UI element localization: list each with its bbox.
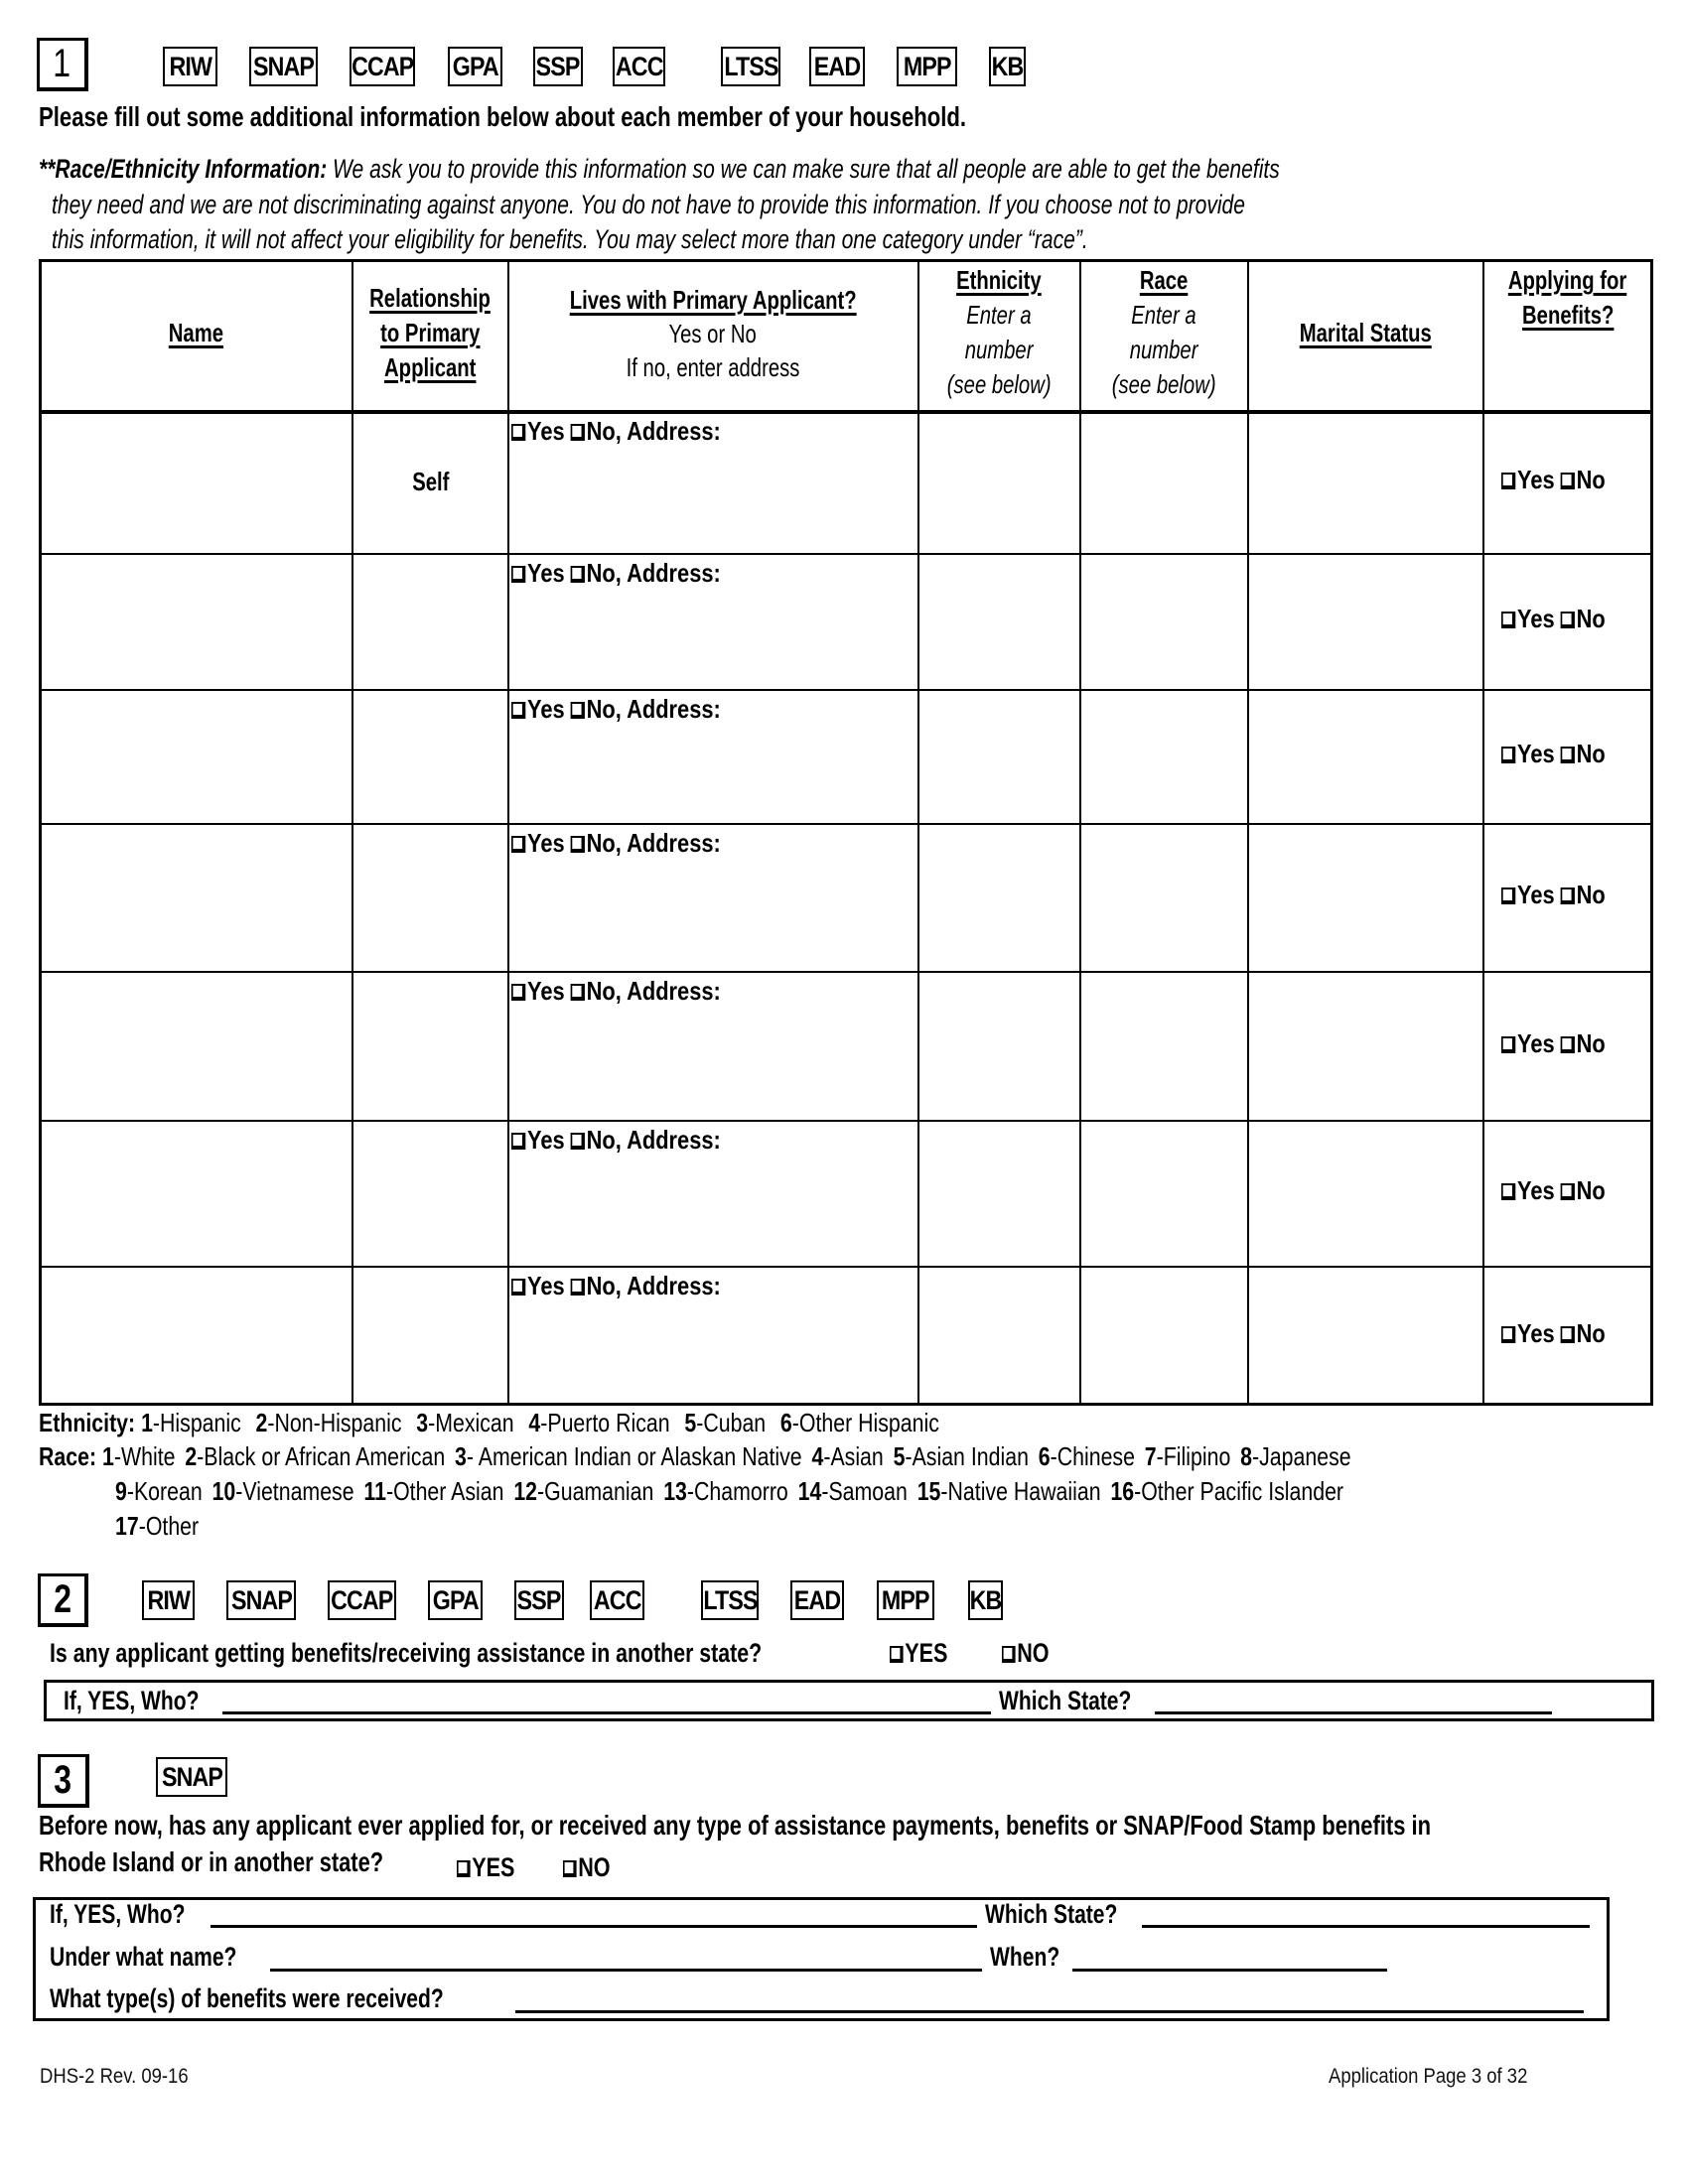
checkbox-icon[interactable] [511,566,525,583]
ethnicity-cell[interactable] [920,692,1078,821]
state-field[interactable] [1142,1925,1590,1928]
checkbox-icon[interactable] [571,702,585,719]
checkbox-icon[interactable] [1501,747,1515,763]
marital-status-cell[interactable] [1250,692,1481,821]
checkbox-icon[interactable] [457,1860,471,1877]
section-number-2: 2 [38,1573,88,1627]
header-marital-status: Marital Status [1299,318,1432,347]
checkbox-icon[interactable] [1501,473,1515,489]
program-tag-ccap: CCAP [350,47,415,86]
checkbox-icon[interactable] [1501,1326,1515,1343]
lives-with-cell[interactable]: Yes No, Address: [511,828,761,859]
name-cell[interactable] [42,692,351,821]
checkbox-icon[interactable] [511,702,525,719]
checkbox-icon[interactable] [1501,887,1515,904]
name-cell[interactable] [42,974,351,1118]
state-field[interactable] [1155,1711,1552,1714]
prior-assistance-question-line-2: Rhode Island or in another state? [39,1846,384,1877]
race-legend-line-1: Race: 1-White 2-Black or African American 3- American Indian or Alaskan Native 4-Asian 5-Asian Indian 6-Chinese 7-Filipino 8-Japanese [39,1441,1351,1471]
ethnicity-cell[interactable] [920,414,1078,551]
checkbox-icon[interactable] [890,1646,904,1663]
ethnicity-cell[interactable] [920,1269,1078,1403]
legend-item: 17-Other [115,1511,200,1541]
section-number-3: 3 [38,1754,89,1808]
program-tag-mpp: MPP [877,1580,934,1620]
checkbox-icon[interactable] [571,424,585,441]
applying-for-benefits-cell[interactable]: Yes No [1501,880,1625,910]
legend-item: 1-White [102,1441,176,1471]
name-cell[interactable] [42,826,351,969]
header-lives-with: Lives with Primary Applicant? Yes or No If no, enter address [569,285,857,382]
program-tag-snap: SNAP [249,47,318,86]
prior-assistance-no-option[interactable]: NO [563,1854,623,1881]
program-tag-riw: RIW [163,47,217,86]
legend-item: 11-Other Asian [363,1476,504,1506]
legend-item: 5-Cuban [684,1408,767,1437]
checkbox-icon[interactable] [571,1133,585,1150]
row-divider [39,553,1653,555]
legend-item: 1-Hispanic [141,1408,241,1437]
applying-for-benefits-cell[interactable]: Yes No [1501,1318,1625,1349]
applying-for-benefits-cell[interactable]: Yes No [1501,739,1625,769]
page-number: Application Page 3 of 32 [1329,2065,1528,2088]
race-cell[interactable] [1082,556,1246,687]
legend-item: 15-Native Hawaiian [916,1476,1101,1506]
ethnicity-cell[interactable] [920,826,1078,969]
when-field[interactable] [1072,1969,1387,1972]
name-cell[interactable] [42,1269,351,1403]
legend-item: 12-Guamanian [513,1476,654,1506]
race-cell[interactable] [1082,974,1246,1118]
applying-for-benefits-cell[interactable]: Yes No [1501,604,1625,634]
legend-item: 5-Asian Indian [893,1441,1029,1471]
form-revision: DHS-2 Rev. 09-16 [40,2065,189,2088]
applying-for-benefits-cell[interactable]: Yes No [1501,1175,1625,1206]
program-tag-ltss: LTSS [701,1580,759,1620]
lives-with-cell[interactable]: Yes No, Address: [511,1271,761,1301]
marital-status-cell[interactable] [1250,556,1481,687]
legend-item: 2-Non-Hispanic [255,1408,402,1437]
who-label: If, YES, Who? [64,1686,200,1715]
race-info-line-2: they need and we are not discriminating against anyone. You do not have to provide this information. If you choose not to provide [52,190,1245,219]
race-cell[interactable] [1082,414,1246,551]
program-tag-snap: SNAP [156,1757,227,1797]
relationship-cell[interactable]: Self [411,467,450,496]
section-number-1: 1 [37,38,88,91]
relationship-cell[interactable] [353,741,507,771]
other-state-yes-option[interactable]: YES [890,1640,962,1667]
checkbox-icon[interactable] [511,1279,525,1296]
program-tag-ltss: LTSS [721,47,780,86]
checkbox-icon[interactable] [1501,1183,1515,1200]
checkbox-icon[interactable] [511,1133,525,1150]
legend-item: 3- American Indian or Alaskan Native [455,1441,802,1471]
checkbox-icon[interactable] [511,836,525,853]
legend-item: 10-Vietnamese [211,1476,354,1506]
checkbox-icon[interactable] [1002,1646,1016,1663]
other-state-no-option[interactable]: NO [1002,1640,1061,1667]
ethnicity-cell[interactable] [920,556,1078,687]
race-info-label: **Race/Ethnicity Information: [39,154,328,184]
column-divider [1247,259,1249,1406]
checkbox-icon[interactable] [1561,887,1575,904]
relationship-cell[interactable] [353,882,507,912]
legend-item: 3-Mexican [416,1408,514,1437]
lives-with-cell[interactable]: Yes No, Address: [511,1125,761,1156]
checkbox-icon[interactable] [1561,612,1575,628]
checkbox-icon[interactable] [1561,473,1575,489]
header-applying-for-benefits: Applying for Benefits? [1508,265,1627,330]
lives-with-cell[interactable]: Yes No, Address: [511,558,761,589]
row-divider [39,1266,1653,1268]
name-cell[interactable] [42,556,351,687]
applying-for-benefits-cell[interactable]: Yes No [1501,1028,1625,1059]
column-divider [507,259,509,1406]
race-info-line-3: this information, it will not affect your eligibility for benefits. You may select more than one category under “race”. [52,224,1088,254]
header-name: Name [168,318,223,347]
program-tag-ead: EAD [790,1580,844,1620]
program-tag-mpp: MPP [897,47,957,86]
marital-status-cell[interactable] [1250,826,1481,969]
legend-item: 13-Chamorro [663,1476,788,1506]
relationship-cell[interactable] [353,1320,507,1351]
checkbox-icon[interactable] [571,1279,585,1296]
relationship-cell[interactable] [353,1177,507,1208]
checkbox-icon[interactable] [1561,1036,1575,1053]
row-divider [39,823,1653,825]
legend-item: 6-Other Hispanic [779,1408,939,1437]
column-divider [352,259,353,1406]
legend-item: 9-Korean [115,1476,203,1506]
row-divider [39,689,1653,691]
who-field[interactable] [222,1711,991,1714]
race-cell[interactable] [1082,1123,1246,1264]
row-divider [39,971,1653,973]
previous-name-field[interactable] [270,1969,982,1972]
ethnicity-legend: Ethnicity: 1-Hispanic 2-Non-Hispanic 3-Mexican 4-Puerto Rican 5-Cuban 6-Other Hispanic [39,1408,939,1437]
relationship-cell[interactable] [353,1030,507,1061]
header-race: Race Enter a number (see below) [1111,265,1216,399]
checkbox-icon[interactable] [1561,1183,1575,1200]
column-divider [917,259,919,1406]
benefit-types-label: What type(s) of benefits were received? [50,1983,444,2013]
race-cell[interactable] [1082,692,1246,821]
checkbox-icon[interactable] [1501,612,1515,628]
program-tag-ssp: SSP [533,47,583,86]
legend-item: 8-Japanese [1240,1441,1351,1471]
lives-with-cell[interactable]: Yes No, Address: [511,976,761,1007]
checkbox-icon[interactable] [571,566,585,583]
checkbox-icon[interactable] [511,424,525,441]
race-legend-line-3 [115,1511,229,1542]
name-label: Under what name? [50,1942,237,1972]
prior-assistance-yes-option[interactable]: YES [457,1854,529,1881]
checkbox-icon[interactable] [571,984,585,1001]
who-field[interactable] [211,1925,977,1928]
legend-item: 14-Samoan [797,1476,908,1506]
marital-status-cell[interactable] [1250,1269,1481,1403]
marital-status-cell[interactable] [1250,414,1481,551]
program-tag-kb: KB [989,47,1026,86]
column-divider [1482,259,1484,1406]
legend-item: 6-Chinese [1038,1441,1135,1471]
when-label: When? [990,1942,1060,1972]
legend-item: 16-Other Pacific Islander [1110,1476,1344,1506]
race-cell[interactable] [1082,1269,1246,1403]
header-relationship: Relationship to Primary Applicant [369,283,491,382]
checkbox-icon[interactable] [511,984,525,1001]
legend-item: 4-Asian [811,1441,884,1471]
prior-assistance-question-line-1: Before now, has any applicant ever applied for, or received any type of assistance payments, benefits or SNAP/Food Stamp benefits in [39,1810,1432,1841]
program-tag-acc: ACC [613,47,665,86]
who-label: If, YES, Who? [50,1899,186,1929]
name-cell[interactable] [42,1123,351,1264]
program-tag-gpa: GPA [428,1580,483,1620]
marital-status-cell[interactable] [1250,974,1481,1118]
program-tag-acc: ACC [590,1580,644,1620]
program-tag-ccap: CCAP [328,1580,396,1620]
ethnicity-cell[interactable] [920,974,1078,1118]
race-cell[interactable] [1082,826,1246,969]
race-legend-line-2 [115,1476,1625,1507]
state-label: Which State? [985,1899,1118,1929]
lives-with-cell[interactable]: Yes No, Address: [511,416,761,447]
ethnicity-cell[interactable] [920,1123,1078,1264]
legend-item: 4-Puerto Rican [528,1408,670,1437]
legend-item: 2-Black or African American [185,1441,446,1471]
checkbox-icon[interactable] [1501,1036,1515,1053]
lives-with-cell[interactable]: Yes No, Address: [511,694,761,725]
program-tag-ead: EAD [809,47,865,86]
checkbox-icon[interactable] [563,1860,577,1877]
marital-status-cell[interactable] [1250,1123,1481,1264]
race-info-line-1: **Race/Ethnicity Information: We ask you to provide this information so we can make sure that all people are able to get the benefits [39,154,1280,184]
checkbox-icon[interactable] [1561,1326,1575,1343]
program-tag-gpa: GPA [448,47,502,86]
state-label: Which State? [999,1686,1132,1715]
name-cell[interactable] [42,414,351,551]
program-tag-ssp: SSP [514,1580,564,1620]
checkbox-icon[interactable] [1561,747,1575,763]
legend-item: 7-Filipino [1144,1441,1231,1471]
program-tag-kb: KB [968,1580,1003,1620]
column-divider [1079,259,1081,1406]
header-ethnicity: Ethnicity Enter a number (see below) [946,265,1052,399]
relationship-cell[interactable] [353,606,507,636]
household-instruction: Please fill out some additional information below about each member of your household. [39,101,967,132]
applying-for-benefits-cell[interactable]: Yes No [1501,465,1625,495]
benefit-types-field[interactable] [515,2010,1584,2013]
program-tag-riw: RIW [142,1580,195,1620]
row-divider [39,1120,1653,1122]
other-state-details-box [44,1680,1654,1721]
other-state-question: Is any applicant getting benefits/receiving assistance in another state? [50,1638,763,1668]
checkbox-icon[interactable] [571,836,585,853]
program-tag-snap: SNAP [226,1580,296,1620]
